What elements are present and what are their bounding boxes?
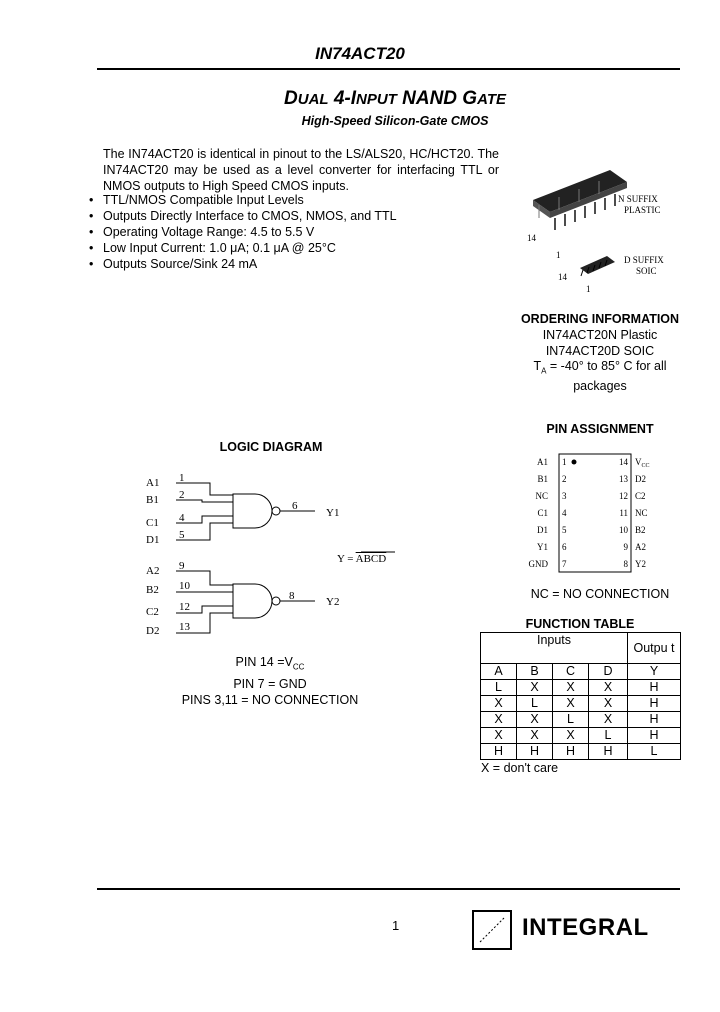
table-row: X X L X H (481, 712, 681, 728)
svg-text:B1: B1 (146, 494, 159, 506)
feature-item: • Low Input Current: 1.0 μA; 0.1 μA @ 25°C (87, 240, 397, 256)
svg-text:5: 5 (179, 529, 185, 541)
pin-row-right-14 (619, 457, 650, 469)
svg-text:9: 9 (179, 560, 185, 572)
header-part-number: IN74ACT20 (315, 44, 405, 63)
output-header: Outpu t (628, 633, 681, 664)
svg-text:13: 13 (179, 621, 190, 633)
svg-text:D2: D2 (146, 625, 160, 637)
pin-row-left-5 (537, 525, 567, 535)
svg-text:B2: B2 (635, 525, 646, 535)
d-suffix-label: D SUFFIX SOIC (624, 255, 664, 276)
pin-row-right-10 (619, 525, 646, 535)
feature-item: • Outputs Directly Interface to CMOS, NMOS, and TTL (87, 208, 397, 224)
svg-text:C2: C2 (635, 491, 646, 501)
svg-text:Y2: Y2 (635, 559, 646, 569)
inputs-header: Inputs (481, 633, 628, 664)
d-pin1-label: 1 (586, 284, 591, 294)
svg-text:B1: B1 (537, 474, 548, 484)
pin-row-right-13 (619, 474, 646, 484)
svg-text:D1: D1 (146, 534, 160, 546)
pin-row-right-8 (624, 559, 647, 569)
svg-text:C1: C1 (146, 517, 159, 529)
svg-text:A2: A2 (635, 542, 646, 552)
page-subtitle: High-Speed Silicon-Gate CMOS (301, 114, 489, 128)
svg-text:5: 5 (562, 525, 567, 535)
svg-text:10: 10 (619, 525, 628, 535)
pin-row-right-11 (619, 508, 647, 518)
svg-text:8: 8 (289, 590, 295, 602)
footer-rule (97, 888, 680, 890)
pin-notes: PIN $14 =V_{CC}$ PIN 7 = GND PINS 3,11 = NO CONNECTION (181, 655, 359, 707)
svg-text:11: 11 (619, 508, 628, 518)
ordering-info: IN74ACT20N Plastic IN74ACT20D SOIC $T_A = -40^\circ$ to 85° C for all packages (533, 328, 667, 393)
svg-text:6: 6 (292, 500, 298, 512)
feature-item: • Operating Voltage Range: 4.5 to 5.5 V (87, 224, 397, 240)
n-pin1-label: 1 (556, 250, 561, 260)
svg-text:6: 6 (562, 542, 567, 552)
logic-diagram-title: LOGIC DIAGRAM (219, 440, 323, 454)
feature-list (87, 192, 397, 272)
n-pin14-label: 14 (527, 233, 536, 243)
function-table (480, 632, 681, 760)
svg-text:C2: C2 (146, 606, 159, 618)
nand-gate-1 (233, 494, 272, 528)
nc-note: NC = NO CONNECTION (530, 587, 670, 601)
svg-text:A1: A1 (537, 457, 548, 467)
svg-text:8: 8 (623, 559, 628, 569)
svg-text:4: 4 (562, 508, 567, 518)
svg-text:Y2: Y2 (326, 596, 340, 608)
pin-row-left-2 (537, 474, 566, 484)
svg-text:14: 14 (619, 457, 628, 467)
table-row: L X X X H (481, 680, 681, 696)
svg-text:D1: D1 (537, 525, 548, 535)
pin-row-left-3 (535, 491, 567, 501)
svg-text:A2: A2 (146, 565, 160, 577)
svg-text:D2: D2 (635, 474, 646, 484)
function-table-note: X = don't care (481, 761, 559, 775)
svg-text:9: 9 (623, 542, 628, 552)
svg-text:C1: C1 (537, 508, 548, 518)
pin-row-left-1 (537, 457, 567, 467)
svg-text:1: 1 (562, 457, 567, 467)
brand-name: INTEGRAL (522, 914, 649, 941)
header-rule (97, 68, 680, 70)
table-row: H H H H L (481, 744, 681, 760)
pin-assignment-title: PIN ASSIGNMENT (546, 422, 654, 436)
svg-text:7: 7 (562, 559, 567, 569)
table-row: X X X L H (481, 728, 681, 744)
svg-text:VCC: $V_{CC}$ (635, 457, 650, 469)
svg-text:1: 1 (179, 472, 185, 484)
page-number: 1 (392, 918, 400, 933)
svg-text:GND: GND (528, 559, 548, 569)
svg-text:12: 12 (619, 491, 628, 501)
svg-text:2: 2 (562, 474, 567, 484)
function-table-title: FUNCTION TABLE (525, 617, 635, 631)
svg-text:B2: B2 (146, 584, 159, 596)
pin-assignment-diagram (520, 450, 670, 575)
ordering-title: ORDERING INFORMATION (520, 312, 680, 326)
svg-text:NC: NC (635, 508, 648, 518)
svg-text:10: 10 (179, 580, 190, 592)
n-suffix-label: N SUFFIX PLASTIC (618, 194, 661, 215)
logic-equation: Y = ABCD (337, 553, 387, 565)
integral-logo-icon (472, 910, 514, 952)
svg-text:Y1: Y1 (537, 542, 548, 552)
svg-text:NC: NC (535, 491, 548, 501)
svg-text:A1: A1 (146, 477, 160, 489)
dip-package-image (533, 170, 627, 230)
feature-item: • Outputs Source/Sink 24 mA (87, 256, 397, 272)
pin-row-right-12 (619, 491, 646, 501)
svg-text:4: 4 (179, 512, 185, 524)
svg-text:12: 12 (179, 601, 190, 613)
table-row: X L X X H (481, 696, 681, 712)
d-pin14-label: 14 (558, 272, 567, 282)
nand-gate-2 (233, 584, 272, 618)
feature-item: • TTL/NMOS Compatible Input Levels (87, 192, 397, 208)
svg-text:3: 3 (562, 491, 567, 501)
svg-text:Y1: Y1 (326, 507, 340, 519)
pin-row-left-4 (537, 508, 567, 518)
pin-row-right-9 (624, 542, 647, 552)
svg-text:2: 2 (179, 489, 185, 501)
page-title: DUAL 4-INPUT NAND GATE (284, 88, 506, 109)
pin-row-left-6 (537, 542, 567, 552)
intro-paragraph: The IN74ACT20 is identical in pinout to the LS/ALS20, HC/HCT20. The IN74ACT20 may be used as a level converter for interfacing TTL or NMOS outputs to High Speed CMOS inputs. (103, 147, 499, 193)
table-row: A B C D Y (481, 664, 681, 680)
soic-package-image (580, 256, 615, 276)
svg-text:13: 13 (619, 474, 628, 484)
pin-row-left-7 (529, 559, 568, 569)
logic-diagram (140, 468, 420, 648)
